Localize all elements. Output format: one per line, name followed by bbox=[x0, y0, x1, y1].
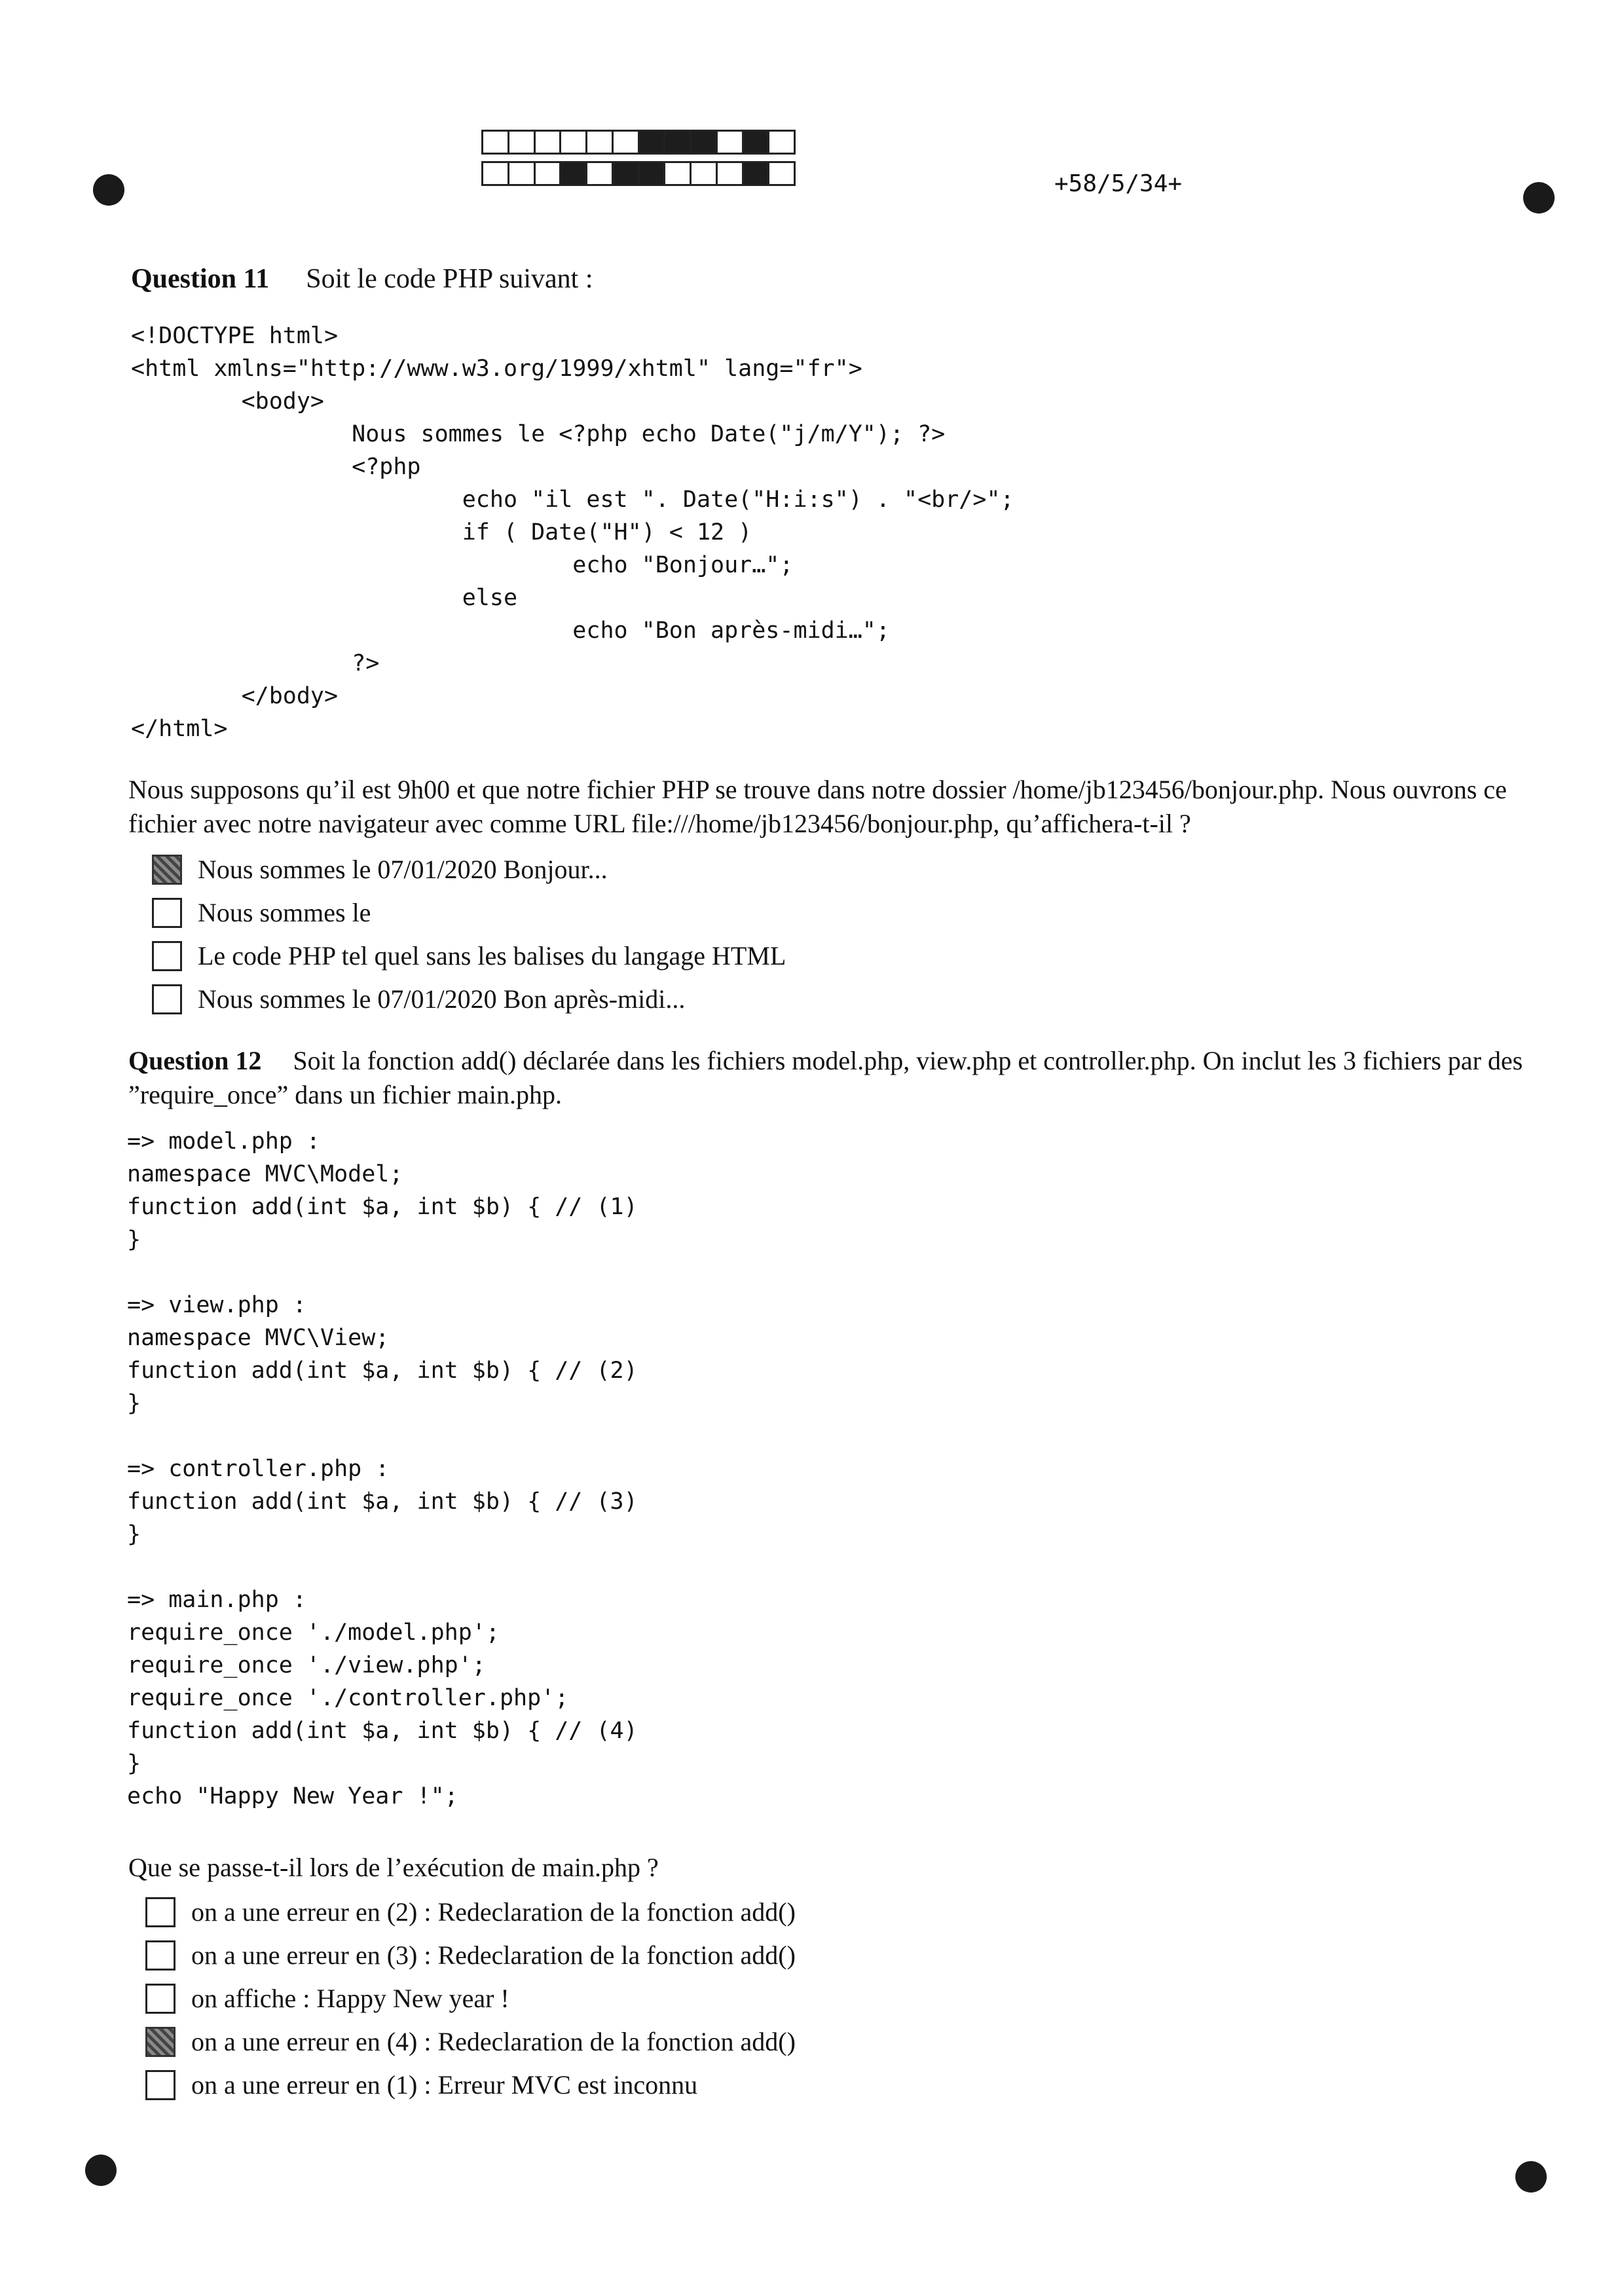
barcode-row-2 bbox=[481, 161, 796, 186]
question-prompt: Soit le code PHP suivant : bbox=[306, 264, 593, 294]
registration-dot-bottom-right bbox=[1515, 2161, 1547, 2193]
option-label: on a une erreur en (4) : Redeclaration de la fonction add() bbox=[191, 2027, 796, 2056]
barcode-cell bbox=[718, 132, 744, 153]
option-label: Le code PHP tel quel sans les balises du langage HTML bbox=[198, 941, 786, 971]
barcode-cell bbox=[587, 163, 614, 184]
option-label: Nous sommes le 07/01/2020 Bon après-midi... bbox=[198, 984, 686, 1014]
question-11-heading bbox=[131, 263, 593, 295]
answer-option[interactable] bbox=[152, 940, 786, 971]
checkbox[interactable] bbox=[152, 941, 182, 971]
barcode-cell bbox=[665, 163, 692, 184]
registration-dot-top-right bbox=[1523, 182, 1555, 213]
option-label: on affiche : Happy New year ! bbox=[191, 1984, 509, 2013]
question-text: Nous supposons qu’il est 9h00 et que notre fichier PHP se trouve dans notre dossier /home/jb123456/bonjour.php. Nous ouvrons ce fichier avec notre navigateur avec comme URL file:///home/jb123456/bonjour.php, qu’affichera-t-il ? bbox=[128, 775, 1507, 838]
barcode-cell bbox=[561, 163, 587, 184]
answer-option[interactable] bbox=[145, 2069, 697, 2100]
answer-option[interactable] bbox=[145, 2026, 796, 2057]
checkbox[interactable] bbox=[145, 1984, 175, 2014]
question-label: Question 12 bbox=[128, 1046, 262, 1075]
barcode-cell bbox=[536, 132, 562, 153]
php-code-block: => model.php : namespace MVC\Model; function add(int $a, int $b) { // (1) } => view.php : namespace MVC\View; function add(int $a, int $b) { // (2) } => controller.php : function add(int $a, int $b) { // (3) } => main.php : require_once './model.php'; require_once './view.php'; require_once './controller.php'; function add(int $a, int $b) { // (4) } echo "Happy New Year !"; bbox=[127, 1128, 638, 1809]
barcode-cell bbox=[587, 132, 614, 153]
option-label: on a une erreur en (1) : Erreur MVC est inconnu bbox=[191, 2070, 698, 2100]
answer-option[interactable] bbox=[145, 1897, 796, 1927]
barcode-row-1 bbox=[481, 130, 796, 155]
checkbox[interactable] bbox=[145, 1940, 175, 1971]
answer-option[interactable] bbox=[152, 854, 608, 885]
answer-option[interactable] bbox=[152, 984, 685, 1014]
barcode-cell bbox=[692, 132, 718, 153]
checkbox[interactable] bbox=[145, 2070, 175, 2100]
option-label: Nous sommes le bbox=[198, 898, 371, 927]
barcode-cell bbox=[744, 163, 770, 184]
checkbox[interactable] bbox=[152, 984, 182, 1014]
checkbox[interactable] bbox=[152, 898, 182, 928]
barcode-cell bbox=[769, 132, 794, 153]
barcode-cell bbox=[769, 163, 794, 184]
barcode-cell bbox=[640, 163, 666, 184]
answer-option[interactable] bbox=[145, 1983, 509, 2014]
question-label: Question 11 bbox=[131, 264, 270, 294]
checkbox[interactable] bbox=[152, 855, 182, 885]
barcode-cell bbox=[718, 163, 744, 184]
barcode-cell bbox=[614, 163, 640, 184]
option-label: Nous sommes le 07/01/2020 Bonjour... bbox=[198, 855, 608, 884]
option-label: on a une erreur en (2) : Redeclaration de la fonction add() bbox=[191, 1897, 796, 1927]
registration-dot-bottom-left bbox=[85, 2155, 117, 2186]
barcode-cell bbox=[744, 132, 770, 153]
barcode-cell bbox=[536, 163, 562, 184]
barcode-cell bbox=[509, 132, 536, 153]
question-prompt: Soit la fonction add() déclarée dans les fichiers model.php, view.php et controller.php. On inclut les 3 fichiers par des ”require_once” dans un fichier main.php. bbox=[128, 1046, 1523, 1109]
barcode-cell bbox=[483, 163, 509, 184]
question-12-heading bbox=[128, 1044, 1523, 1112]
barcode-cell bbox=[614, 132, 640, 153]
page-code: +58/5/34+ bbox=[1054, 170, 1183, 197]
barcode-cell bbox=[665, 132, 692, 153]
option-label: on a une erreur en (3) : Redeclaration de la fonction add() bbox=[191, 1940, 796, 1970]
question-text: Que se passe-t-il lors de l’exécution de main.php ? bbox=[128, 1853, 659, 1882]
barcode-cell bbox=[692, 163, 718, 184]
barcode-cell bbox=[561, 132, 587, 153]
registration-dot-top-left bbox=[93, 174, 124, 206]
answer-option[interactable] bbox=[152, 897, 371, 928]
checkbox[interactable] bbox=[145, 2027, 175, 2057]
barcode-cell bbox=[483, 132, 509, 153]
checkbox[interactable] bbox=[145, 1897, 175, 1927]
barcode-cell bbox=[640, 132, 666, 153]
barcode-cell bbox=[509, 163, 536, 184]
php-code-block: <!DOCTYPE html> <html xmlns="http://www.w3.org/1999/xhtml" lang="fr"> <body> Nous sommes le <?php echo Date("j/m/Y"); ?> <?php echo "il est ". Date("H:i:s") . "<br/>"; if ( Date("H") < 12 ) echo "Bonjour…"; else echo "Bon après-midi…"; ?> </body> </html> bbox=[131, 323, 1014, 742]
answer-option[interactable] bbox=[145, 1940, 796, 1971]
